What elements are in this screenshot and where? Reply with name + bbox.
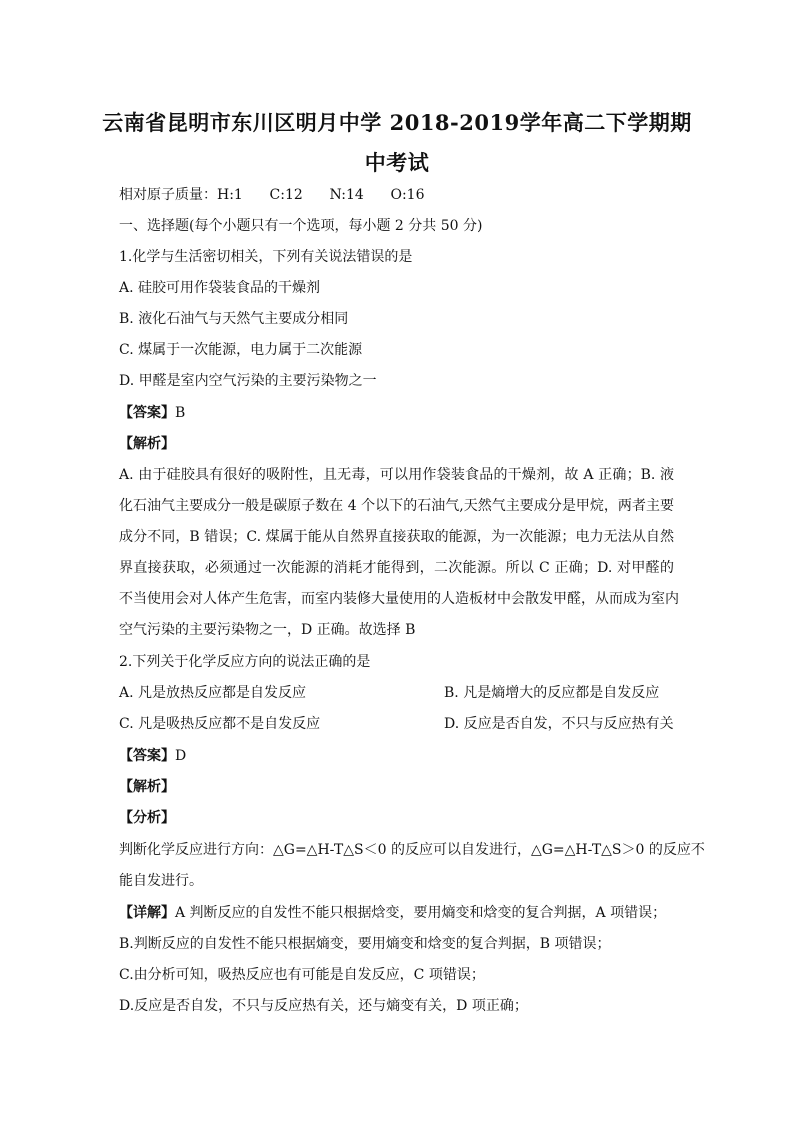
document-title-line2: 中考试 [364, 150, 430, 175]
section-heading: 一、选择题(每个小题只有一个选项，每小题 2 分共 50 分) [119, 218, 483, 234]
answer-tag: 【答案】 [119, 748, 175, 764]
answer-value: B [175, 405, 186, 421]
question-1-analysis-line-1: A. 由于硅胶具有很好的吸附性，且无毒，可以用作袋装食品的干燥剂，故 A 正确；B. 液 [119, 467, 674, 483]
question-1-option-c: C. 煤属于一次能源，电力属于二次能源 [119, 342, 363, 358]
question-2-stem: 2.下列关于化学反应方向的说法正确的是 [119, 654, 371, 670]
document-title-line1: 云南省昆明市东川区明月中学 2018-2019学年高二下学期期 [102, 110, 692, 135]
detail-tag: 【详解】 [119, 905, 175, 921]
question-1-option-a: A. 硅胶可用作袋装食品的干燥剂 [119, 280, 321, 296]
question-1-analysis-line-4: 界直接获取，必须通过一次能源的消耗才能得到，二次能源。所以 C 正确；D. 对甲醛的 [119, 560, 674, 576]
question-2-fenxi-line-2: 能自发进行。 [119, 873, 203, 889]
question-2-option-a: A. 凡是放热反应都是自发反应 [119, 685, 307, 701]
question-2-answer [119, 746, 674, 766]
question-2-option-b: B. 凡是熵增大的反应都是自发反应 [444, 685, 660, 701]
question-2-option-c: C. 凡是吸热反应都不是自发反应 [119, 716, 321, 732]
question-1-analysis-line-2: 化石油气主要成分一般是碳原子数在 4 个以下的石油气,天然气主要成分是甲烷，两者主要 [119, 498, 674, 514]
question-1-option-d: D. 甲醛是室内空气污染的主要污染物之一 [119, 373, 377, 389]
question-1-analysis-line-5: 不当使用会对人体产生危害，而室内装修大量使用的人造板材中会散发甲醛，从而成为室内 [119, 591, 679, 607]
question-1-analysis-line-6: 空气污染的主要污染物之一，D 正确。故选择 B [119, 622, 416, 638]
question-2-analysis-tag: 【解析】 [119, 779, 175, 795]
question-1-analysis-tag: 【解析】 [119, 436, 175, 452]
atomic-mass-line: 相对原子质量：H:1 C:12 N:14 O:16 [119, 187, 425, 203]
answer-value: D [175, 748, 187, 764]
answer-tag: 【答案】 [119, 405, 175, 421]
question-2-detail-line-1 [119, 903, 674, 923]
detail-text: A 判断反应的自发性不能只根据焓变，要用熵变和焓变的复合判据，A 项错误； [175, 905, 667, 921]
question-2-detail-line-2: B.判断反应的自发性不能只根据熵变，要用熵变和焓变的复合判据，B 项错误； [119, 936, 611, 952]
question-2-fenxi-line-1: 判断化学反应进行方向：△G=△H-T△S＜0 的反应可以自发进行，△G=△H-T△S＞0 的反应不 [119, 842, 705, 858]
question-2-fenxi-tag: 【分析】 [119, 810, 175, 826]
question-2-detail-line-3: C.由分析可知，吸热反应也有可能是自发反应，C 项错误； [119, 967, 485, 983]
question-2-detail-line-4: D.反应是否自发，不只与反应热有关，还与熵变有关，D 项正确； [119, 998, 528, 1014]
question-1-option-b: B. 液化石油气与天然气主要成分相同 [119, 311, 349, 327]
question-2-option-d: D. 反应是否自发，不只与反应热有关 [444, 716, 674, 732]
question-1-stem: 1.化学与生活密切相关，下列有关说法错误的是 [119, 249, 413, 265]
question-1-answer [119, 403, 674, 423]
question-1-analysis-line-3: 成分不同，B 错误；C. 煤属于能从自然界直接获取的能源，为一次能源；电力无法从自然 [119, 529, 674, 545]
